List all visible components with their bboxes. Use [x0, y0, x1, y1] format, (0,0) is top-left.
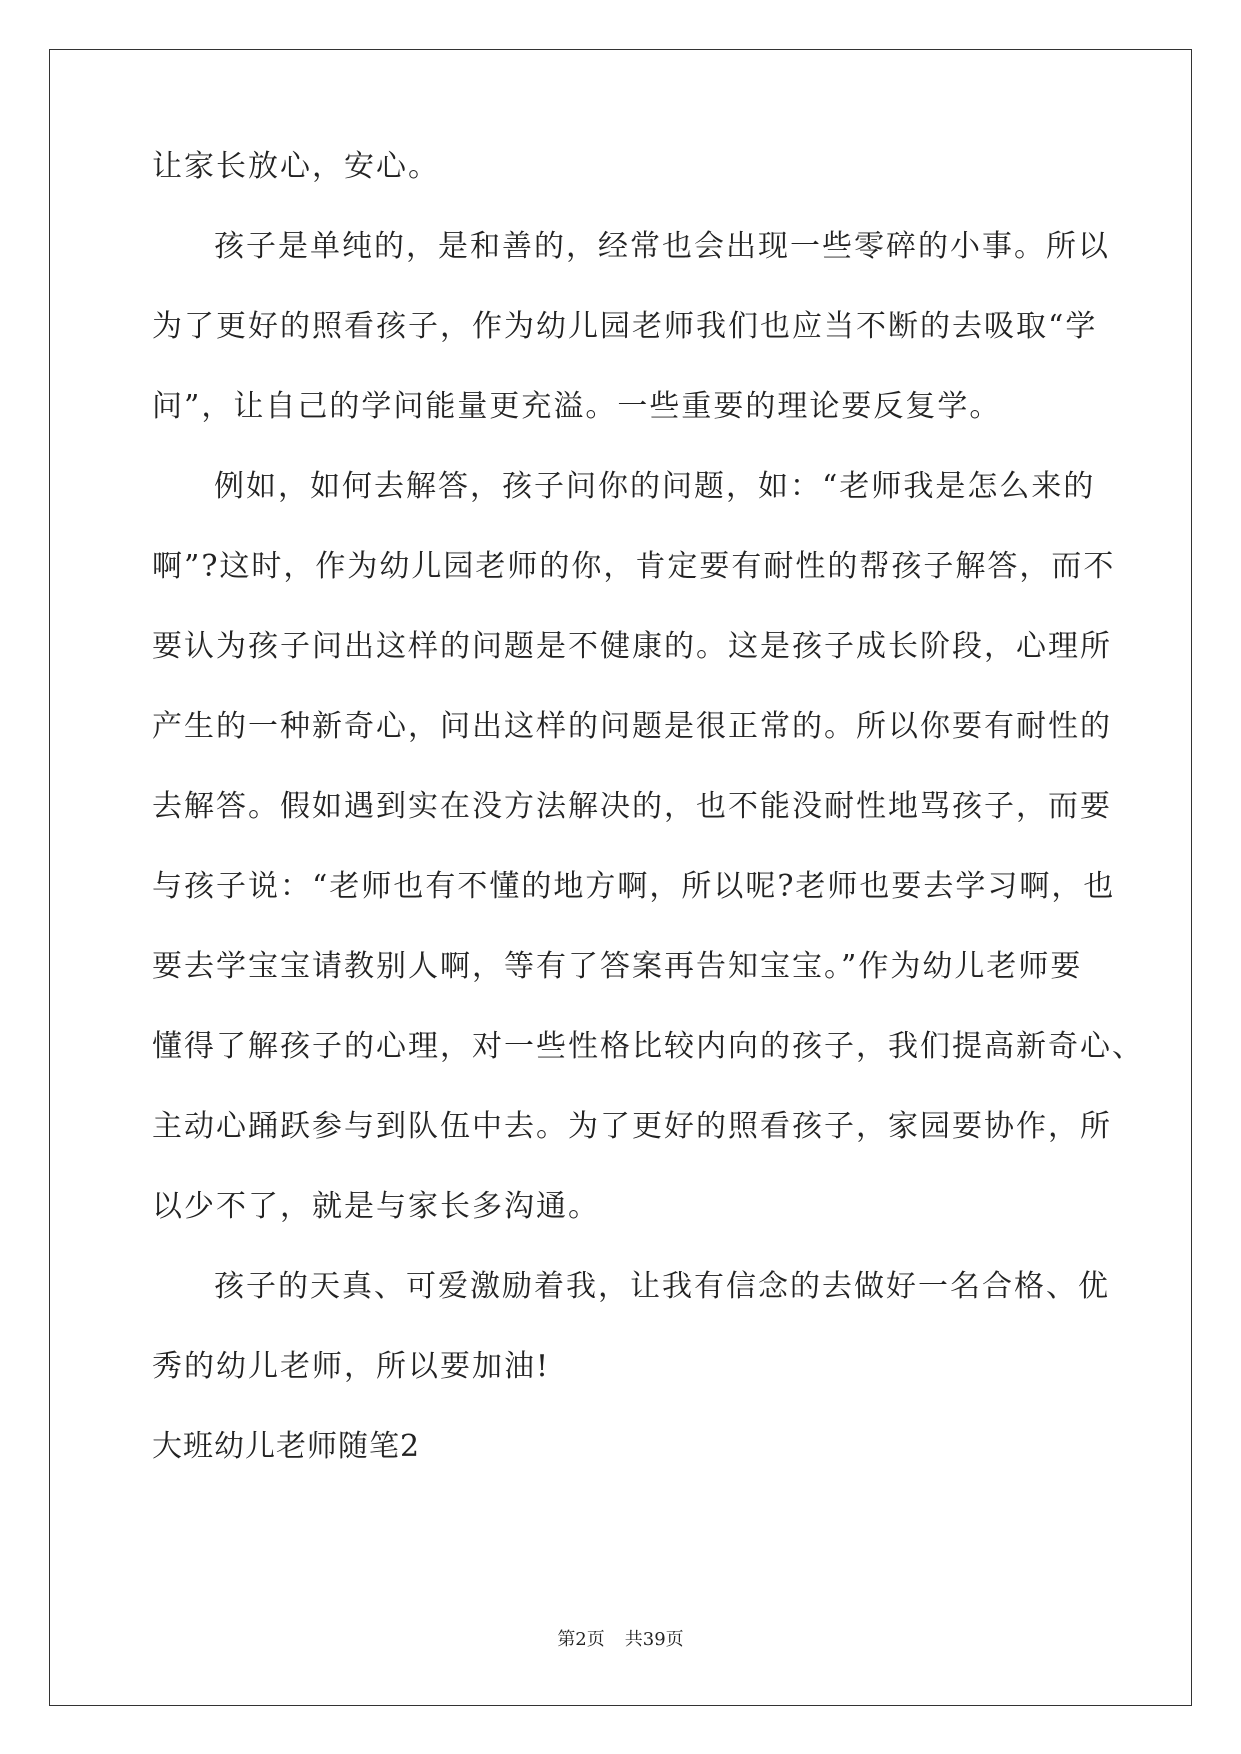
text-line-content: 与孩子说：“老师也有不懂的地方啊，所以呢?老师也要去学习啊，也 [152, 869, 1116, 904]
text-line-content: 啊”?这时，作为幼儿园老师的你，肯定要有耐性的帮孩子解答，而不 [152, 549, 1116, 584]
text-line-content: 孩子是单纯的，是和善的，经常也会出现一些零碎的小事。所以 [214, 229, 1110, 264]
text-line-content: 产生的一种新奇心，问出这样的问题是很正常的。所以你要有耐性的 [152, 709, 1112, 744]
page-total: 共39页 [624, 1629, 684, 1650]
section-heading-text: 大班幼儿老师随笔2 [152, 1429, 421, 1464]
text-line-content: 去解答。假如遇到实在没方法解决的，也不能没耐性地骂孩子，而要 [152, 789, 1112, 824]
text-line-content: 让家长放心，安心。 [152, 149, 440, 184]
page-number: 第2页 [557, 1629, 605, 1650]
text-line-content: 懂得了解孩子的心理，对一些性格比较内向的孩子，我们提高新奇心、 [152, 1029, 1144, 1064]
text-line-content: 问”，让自己的学问能量更充溢。一些重要的理论要反复学。 [152, 389, 1002, 424]
text-line-content: 例如，如何去解答，孩子问你的问题，如：“老师我是怎么来的 [214, 469, 1096, 504]
text-line-content: 要去学宝宝请教别人啊，等有了答案再告知宝宝。”作为幼儿老师要 [152, 949, 1083, 984]
text-line-content: 秀的幼儿老师，所以要加油! [152, 1349, 551, 1384]
page-footer [0, 1625, 1241, 1651]
text-line-content: 以少不了，就是与家长多沟通。 [152, 1189, 600, 1224]
text-line-content: 为了更好的照看孩子，作为幼儿园老师我们也应当不断的去吸取“学 [152, 309, 1098, 344]
document-body [152, 149, 1144, 1515]
text-line-content: 孩子的天真、可爱激励着我，让我有信念的去做好一名合格、优 [214, 1269, 1110, 1304]
text-line-content: 要认为孩子问出这样的问题是不健康的。这是孩子成长阶段，心理所 [152, 629, 1112, 664]
text-line-content: 主动心踊跃参与到队伍中去。为了更好的照看孩子，家园要协作，所 [152, 1109, 1112, 1144]
section-heading [152, 1429, 1094, 1515]
